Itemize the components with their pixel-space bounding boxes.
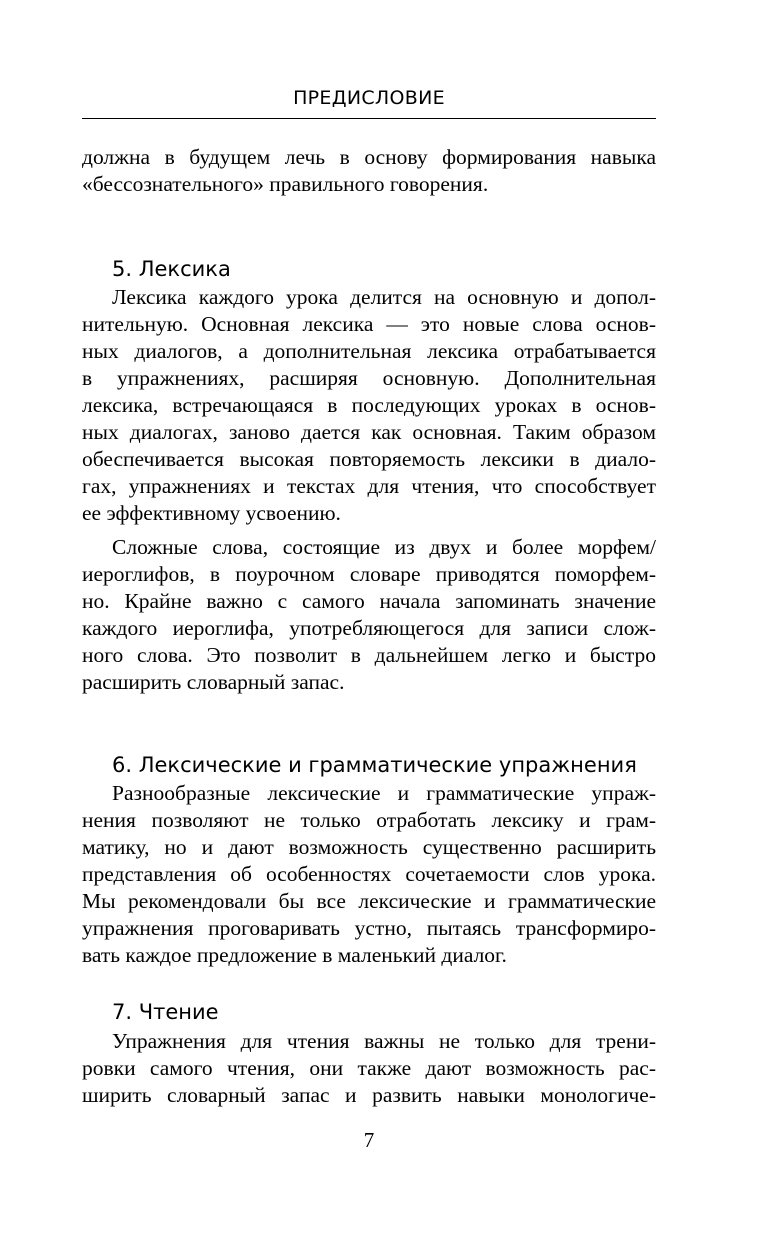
- header-rule: [82, 118, 656, 119]
- text-line: Мы рекомендовали бы все лексические и грамматические: [82, 889, 656, 913]
- paragraph: [82, 534, 656, 696]
- text-line: представления об особенностях сочетаемости слов урока.: [82, 862, 656, 886]
- section-heading-lexicon: 5. Лексика: [112, 257, 231, 281]
- text-line: обеспечивается высокая повторяемость лексики в диало-: [82, 447, 656, 471]
- text-line: Лексика каждого урока делится на основную и допол-: [112, 285, 656, 309]
- text-line: ных диалогов, а дополнительная лексика отрабатывается: [82, 339, 656, 363]
- text-line: каждого иероглифа, употребляющегося для записи слож-: [82, 616, 656, 640]
- text-line: в упражнениях, расширяя основную. Дополнительная: [82, 366, 656, 390]
- text-line: Сложные слова, состоящие из двух и более морфем/: [112, 535, 656, 559]
- paragraph: [82, 780, 656, 969]
- text-line: должна в будущем лечь в основу формирования навыка: [82, 145, 656, 169]
- section-heading-exercises: 6. Лексические и грамматические упражнения: [112, 753, 637, 777]
- text-line: упражнения проговаривать устно, пытаясь трансформиро-: [82, 916, 656, 940]
- text-line: ного слова. Это позволит в дальнейшем легко и быстро: [82, 643, 656, 667]
- text-line: нения позволяют не только отработать лексику и грам-: [82, 808, 656, 832]
- text-line: но. Крайне важно с самого начала запоминать значение: [82, 589, 656, 613]
- text-line: ее эффективному усвоению.: [82, 501, 341, 525]
- text-line: лексика, встречающаяся в последующих уроках в основ-: [82, 393, 656, 417]
- text-line: Упражнения для чтения важны не только для трени-: [112, 1029, 656, 1053]
- section-heading-reading: 7. Чтение: [112, 1000, 219, 1024]
- text-line: ровки самого чтения, они также дают возможность рас-: [82, 1056, 656, 1080]
- page-number: 7: [363, 1128, 375, 1152]
- text-line: нительную. Основная лексика — это новые слова основ-: [82, 312, 656, 336]
- text-line: вать каждое предложение в маленький диалог.: [82, 943, 507, 967]
- text-line: ширить словарный запас и развить навыки монологиче-: [82, 1083, 656, 1107]
- text-line: расширить словарный запас.: [82, 670, 345, 694]
- text-line: «бессознательного» правильного говорения.: [82, 172, 489, 196]
- paragraph: [82, 284, 656, 527]
- text-line: гах, упражнениях и текстах для чтения, что способствует: [82, 474, 656, 498]
- text-line: матику, но и дают возможность существенно расширить: [82, 835, 656, 859]
- paragraph: [82, 1028, 656, 1109]
- text-line: иероглифов, в поурочном словаре приводятся поморфем-: [82, 562, 656, 586]
- running-head: ПРЕДИСЛОВИЕ: [293, 87, 445, 109]
- text-line: Разнообразные лексические и грамматические упраж-: [112, 781, 656, 805]
- text-line: ных диалогах, заново дается как основная. Таким образом: [82, 420, 656, 444]
- continuation-paragraph: [82, 144, 656, 198]
